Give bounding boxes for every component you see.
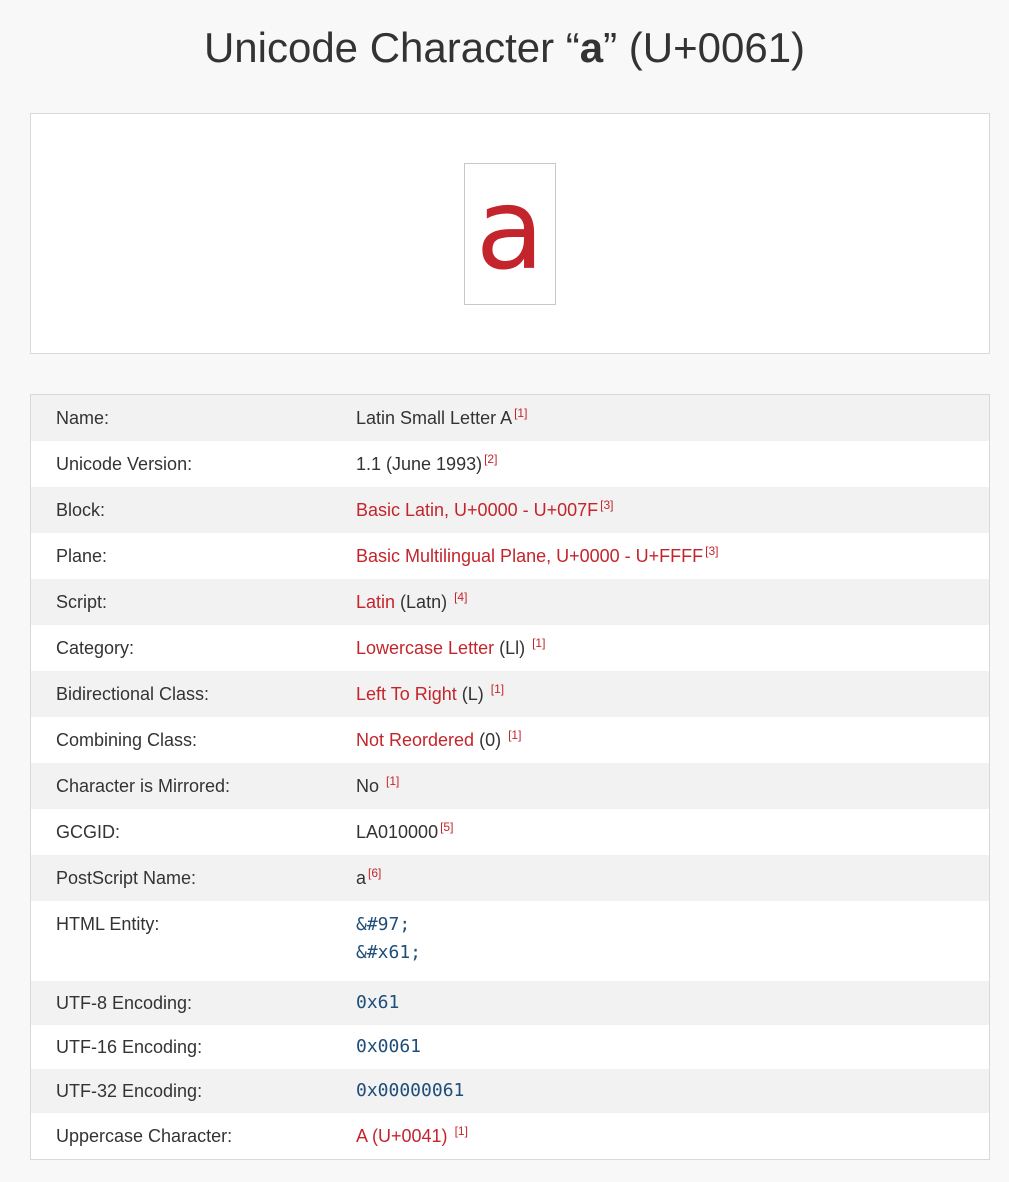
reference-link[interactable]: [1] bbox=[508, 727, 522, 742]
row-label: GCGID: bbox=[56, 821, 121, 842]
table-row-uppercase bbox=[31, 1113, 989, 1159]
table-row-utf32 bbox=[31, 1069, 989, 1113]
plane-link[interactable]: Basic Multilingual Plane, U+0000 - U+FFFF bbox=[356, 545, 704, 566]
table-row-script bbox=[31, 579, 989, 625]
utf16-value: 0x0061 bbox=[356, 1036, 422, 1057]
title-glyph: a bbox=[579, 24, 604, 71]
table-row-bidi bbox=[31, 671, 989, 717]
table-row-postscript bbox=[31, 855, 989, 901]
combining-link[interactable]: Not Reordered bbox=[356, 729, 475, 750]
reference-link[interactable]: [3] bbox=[705, 543, 719, 558]
row-label: Unicode Version: bbox=[56, 453, 193, 474]
html-entity-hex: &#x61; bbox=[356, 942, 422, 963]
table-row-utf16 bbox=[31, 1025, 989, 1069]
row-label: Character is Mirrored: bbox=[56, 775, 231, 796]
reference-link[interactable]: [5] bbox=[440, 819, 454, 834]
table-row-category bbox=[31, 625, 989, 671]
row-value bbox=[356, 405, 528, 429]
html-entity-decimal: &#97; bbox=[356, 914, 411, 935]
gcgid-value: LA010000 bbox=[356, 821, 439, 842]
glyph-preview-panel bbox=[30, 113, 990, 354]
utf8-value: 0x61 bbox=[356, 992, 400, 1013]
row-value bbox=[356, 635, 546, 659]
table-row-utf8 bbox=[31, 981, 989, 1025]
postscript-value: a bbox=[356, 867, 367, 888]
table-row-name bbox=[31, 395, 989, 441]
utf32-value: 0x00000061 bbox=[356, 1080, 465, 1101]
row-value bbox=[356, 989, 399, 1017]
row-value bbox=[356, 543, 719, 567]
row-label: UTF-32 Encoding: bbox=[56, 1080, 203, 1101]
reference-link[interactable]: [6] bbox=[368, 865, 382, 880]
table-row-html-entity bbox=[31, 901, 989, 981]
row-value bbox=[356, 1123, 468, 1147]
version-value: 1.1 (June 1993) bbox=[356, 453, 483, 474]
row-value bbox=[356, 451, 498, 475]
row-value bbox=[356, 865, 382, 889]
row-label: Uppercase Character: bbox=[56, 1125, 233, 1146]
row-label: UTF-16 Encoding: bbox=[56, 1036, 203, 1057]
category-code: (Ll) bbox=[494, 637, 531, 658]
reference-link[interactable]: [1] bbox=[514, 405, 528, 420]
row-label: UTF-8 Encoding: bbox=[56, 992, 193, 1013]
row-value bbox=[356, 589, 468, 613]
table-row-mirrored bbox=[31, 763, 989, 809]
reference-link[interactable]: [3] bbox=[600, 497, 614, 512]
category-link[interactable]: Lowercase Letter bbox=[356, 637, 495, 658]
table-row-block bbox=[31, 487, 989, 533]
glyph-frame bbox=[464, 163, 556, 305]
row-label: Bidirectional Class: bbox=[56, 683, 210, 704]
reference-link[interactable]: [2] bbox=[484, 451, 498, 466]
table-row-combining bbox=[31, 717, 989, 763]
row-value bbox=[356, 1077, 464, 1105]
name-value: Latin Small Letter A bbox=[356, 407, 513, 428]
reference-link[interactable]: [1] bbox=[532, 635, 546, 650]
bidi-code: (L) bbox=[456, 683, 489, 704]
reference-link[interactable]: [4] bbox=[454, 589, 468, 604]
glyph-preview: a bbox=[475, 165, 545, 295]
row-label: HTML Entity: bbox=[56, 914, 160, 934]
script-link[interactable]: Latin bbox=[356, 591, 396, 612]
reference-link[interactable]: [1] bbox=[490, 681, 505, 696]
page-title bbox=[0, 22, 1009, 74]
row-label: Category: bbox=[56, 637, 135, 658]
reference-link[interactable]: [1] bbox=[454, 1123, 468, 1138]
row-label: Block: bbox=[56, 499, 106, 520]
row-value bbox=[356, 1033, 421, 1061]
row-label: PostScript Name: bbox=[56, 867, 197, 888]
reference-link[interactable]: [1] bbox=[386, 773, 400, 788]
row-value bbox=[356, 911, 421, 967]
row-label: Name: bbox=[56, 407, 110, 428]
table-row-plane bbox=[31, 533, 989, 579]
row-label: Script: bbox=[56, 591, 108, 612]
row-value bbox=[356, 819, 454, 843]
title-prefix: Unicode Character “ bbox=[203, 24, 580, 71]
row-label: Combining Class: bbox=[56, 729, 198, 750]
row-value bbox=[356, 681, 505, 705]
table-row-version bbox=[31, 441, 989, 487]
row-value bbox=[356, 773, 400, 797]
script-code: (Latn) bbox=[395, 591, 453, 612]
row-label: Plane: bbox=[56, 545, 108, 566]
block-link[interactable]: Basic Latin, U+0000 - U+007F bbox=[356, 499, 599, 520]
mirrored-value: No bbox=[356, 775, 385, 796]
uppercase-link[interactable]: A (U+0041) bbox=[356, 1125, 448, 1146]
properties-table bbox=[30, 394, 990, 1160]
row-value bbox=[356, 497, 614, 521]
combining-code: (0) bbox=[474, 729, 507, 750]
table-row-gcgid bbox=[31, 809, 989, 855]
bidi-link[interactable]: Left To Right bbox=[356, 683, 457, 704]
title-suffix: ” (U+0061) bbox=[603, 24, 806, 71]
row-value bbox=[356, 727, 522, 751]
